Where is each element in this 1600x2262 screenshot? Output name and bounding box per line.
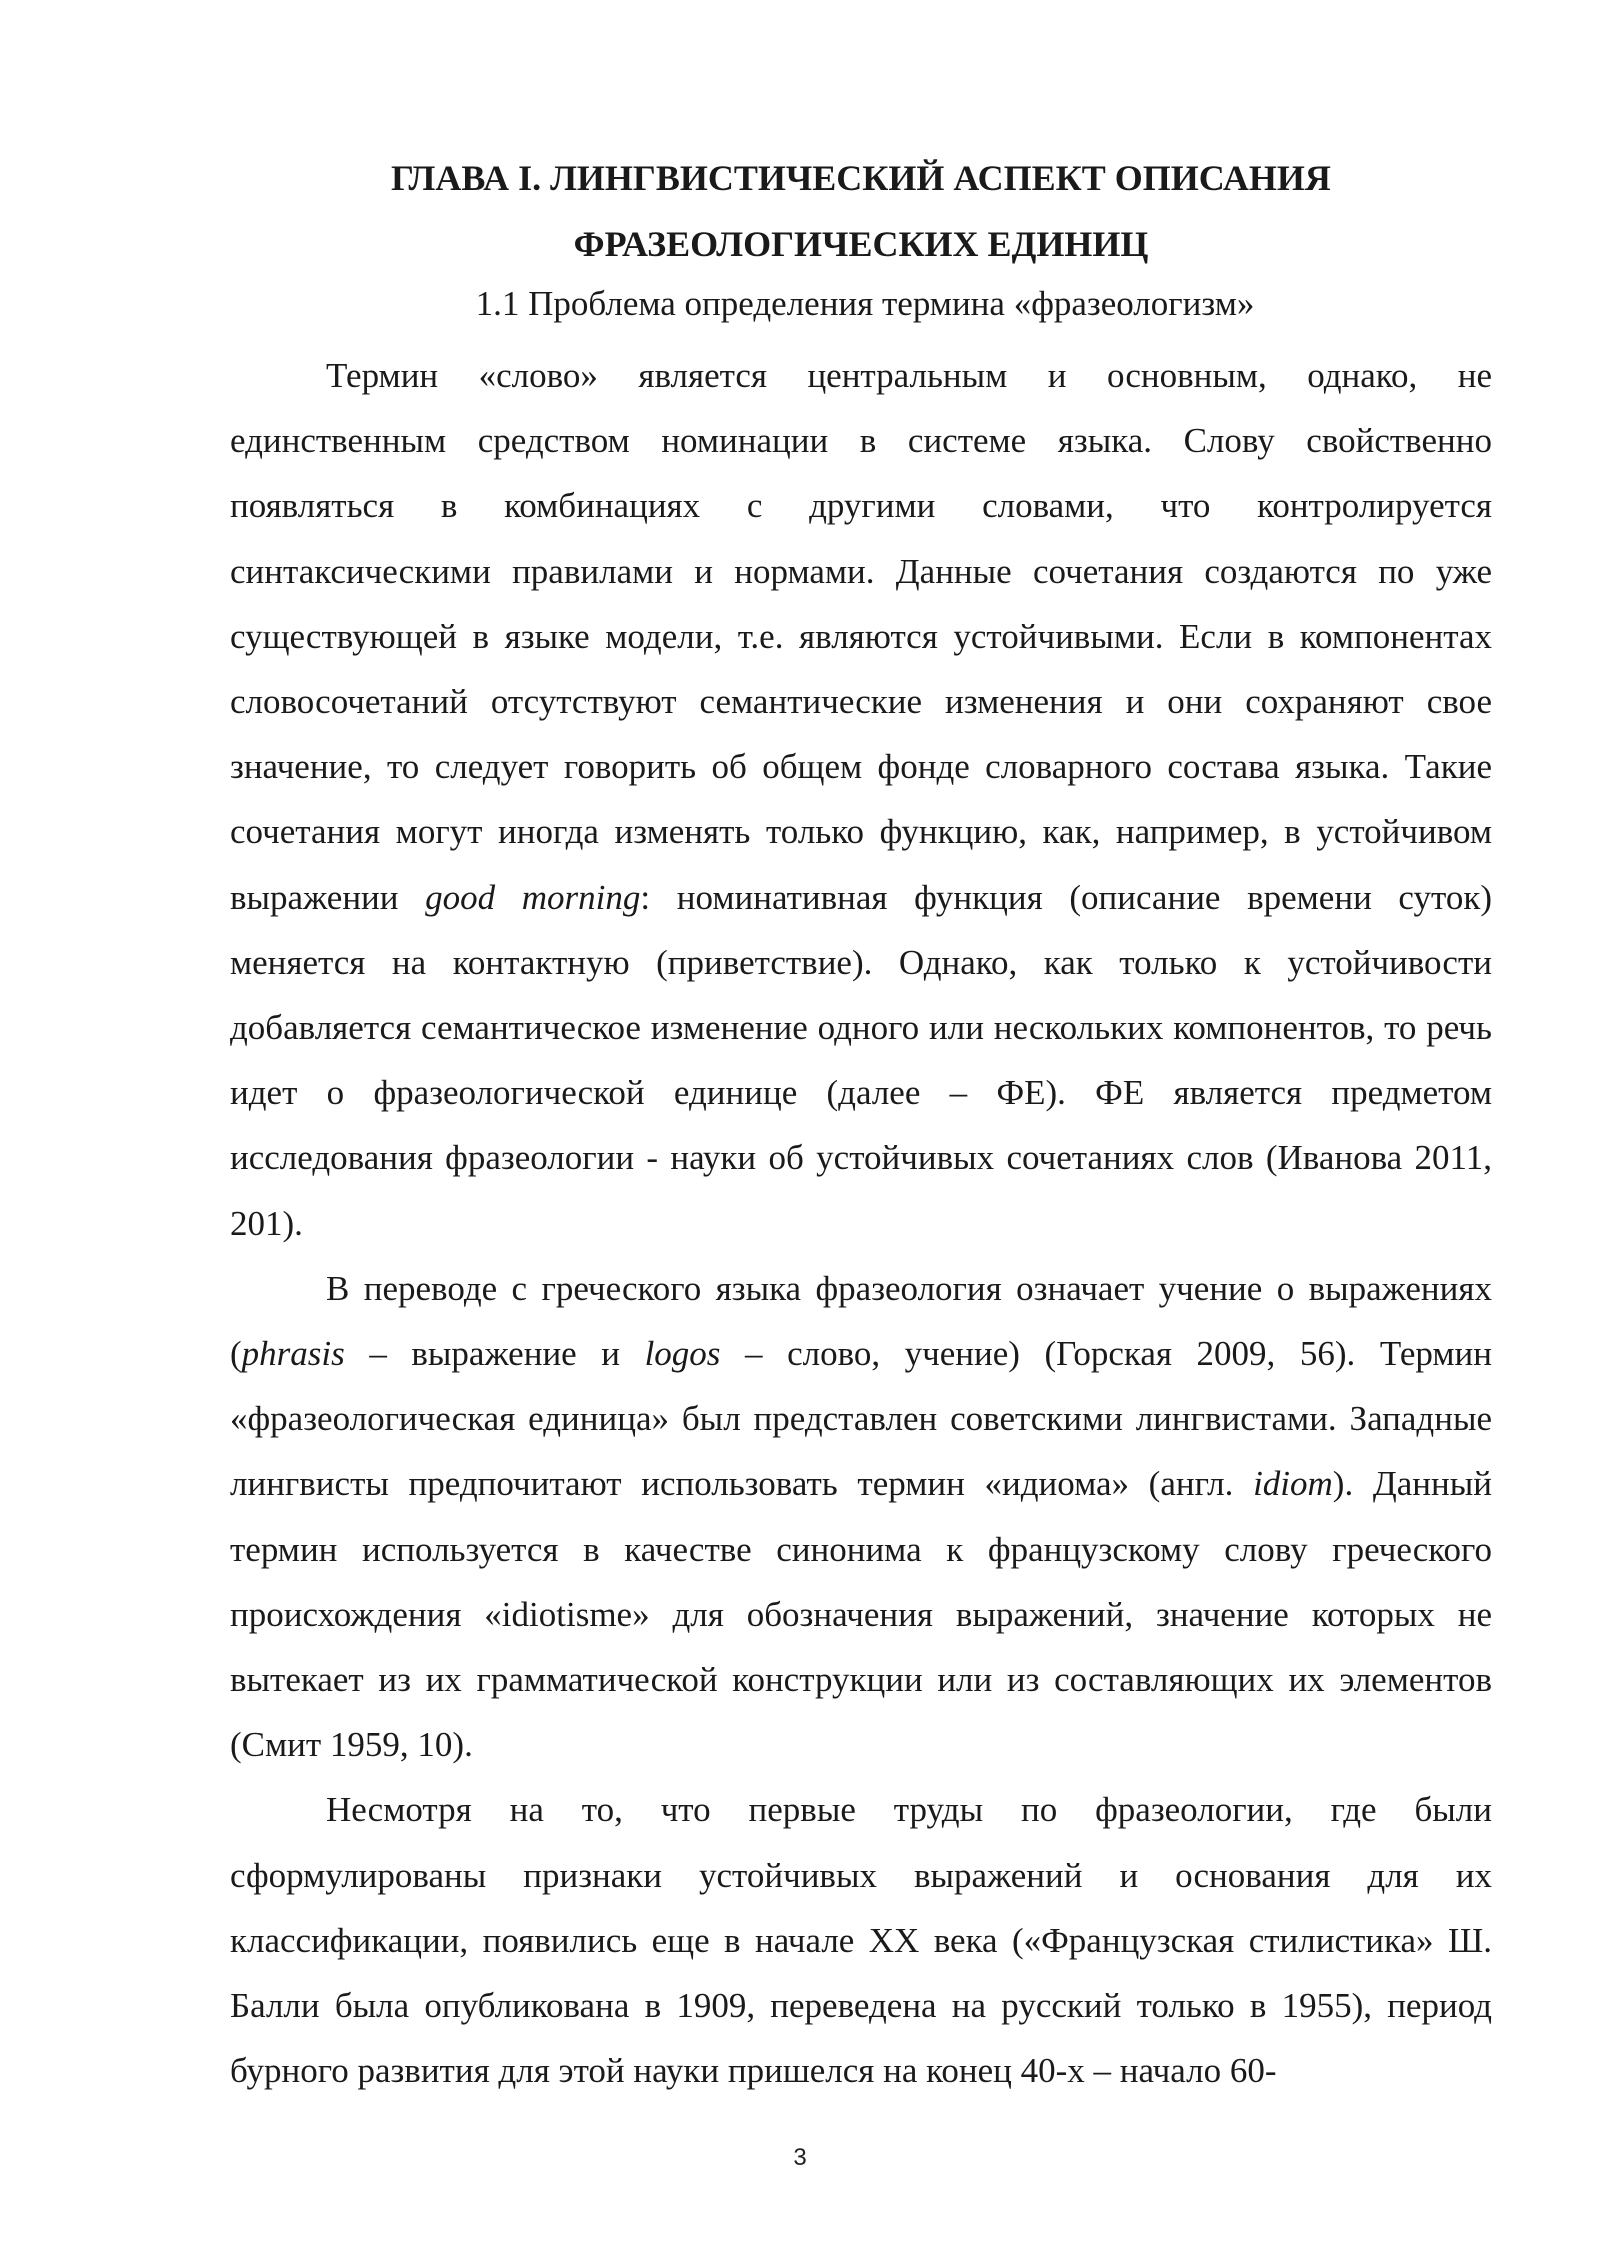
chapter-heading — [230, 145, 1492, 277]
paragraph-2-italic-phrasis: phrasis — [241, 1334, 345, 1374]
page-content — [230, 145, 1492, 2103]
paragraph-3: Несмотря на то, что первые труды по фразеологии, где были сформулированы признаки устойчивых выражений и основания для их классификации, появились еще в начале XX века («Французская стилистика» Ш. Балли была опубликована в 1909, переведена на русский только в 1955), период бурного развития для этой науки пришелся на конец 40-х – начало 60- — [230, 1790, 1492, 2091]
paragraph-1-text-b: : номинативная функция (описание времени суток) меняется на контактную (приветствие). Однако, как только к устойчивости добавляется семантическое изменение одного или нескольких компонентов, то речь идет о фразеологической единице (далее – ФЕ). ФЕ является предметом исследования фразеологии - науки об устойчивых сочетаниях слов (Иванова 2011, 201). — [230, 877, 1492, 1243]
paragraph-2-text-b: – выражение и — [344, 1334, 645, 1374]
section-heading: 1.1 Проблема определения термина «фразеологизм» — [475, 284, 1255, 323]
paragraph-2 — [230, 1256, 1492, 1778]
paragraph-2-text-c: – слово, учение) (Горская 2009, 56). Термин «фразеологическая единица» был представлен советскими лингвистами. Западные лингвисты предпочитают использовать термин «идиома» (англ. — [230, 1334, 1492, 1504]
paragraph-2-text-a: В переводе с греческого языка фразеология означает учение о выражениях ( — [230, 1268, 1492, 1374]
paragraph-1 — [230, 343, 1492, 1256]
paragraph-2-text-d: ). Данный термин используется в качестве синонима к французскому слову греческого происхождения «idiotisme» для обозначения выражений, значение которых не вытекает из их грамматической конструкции или из составляющих их элементов (Смит 1959, 10). — [230, 1464, 1492, 1765]
page-number: 3 — [793, 2144, 807, 2171]
paragraph-2-italic-idiom: idiom — [1253, 1464, 1333, 1504]
chapter-heading-line-2: ФРАЗЕОЛОГИЧЕСКИХ ЕДИНИЦ — [573, 224, 1149, 264]
chapter-heading-line-1: ГЛАВА I. ЛИНГВИСТИЧЕСКИЙ АСПЕКТ ОПИСАНИЯ — [391, 158, 1331, 198]
paragraph-1-text-a: Термин «слово» является центральным и основным, однако, не единственным средством номинации в системе языка. Слову свойственно появляться в комбинациях с другими словами, что контролируется синтаксическими правилами и нормами. Данные сочетания создаются по уже существующей в языке модели, т.е. являются устойчивыми. Если в компонентах словосочетаний отсутствуют семантические изменения и они сохраняют свое значение, то следует говорить об общем фонде словарного состава языка. Такие сочетания могут иногда изменять только функцию, как, например, в устойчивом выражении — [230, 356, 1492, 917]
paragraph-2-italic-logos: logos — [644, 1334, 721, 1374]
paragraph-1-italic-term: good morning — [425, 877, 641, 917]
